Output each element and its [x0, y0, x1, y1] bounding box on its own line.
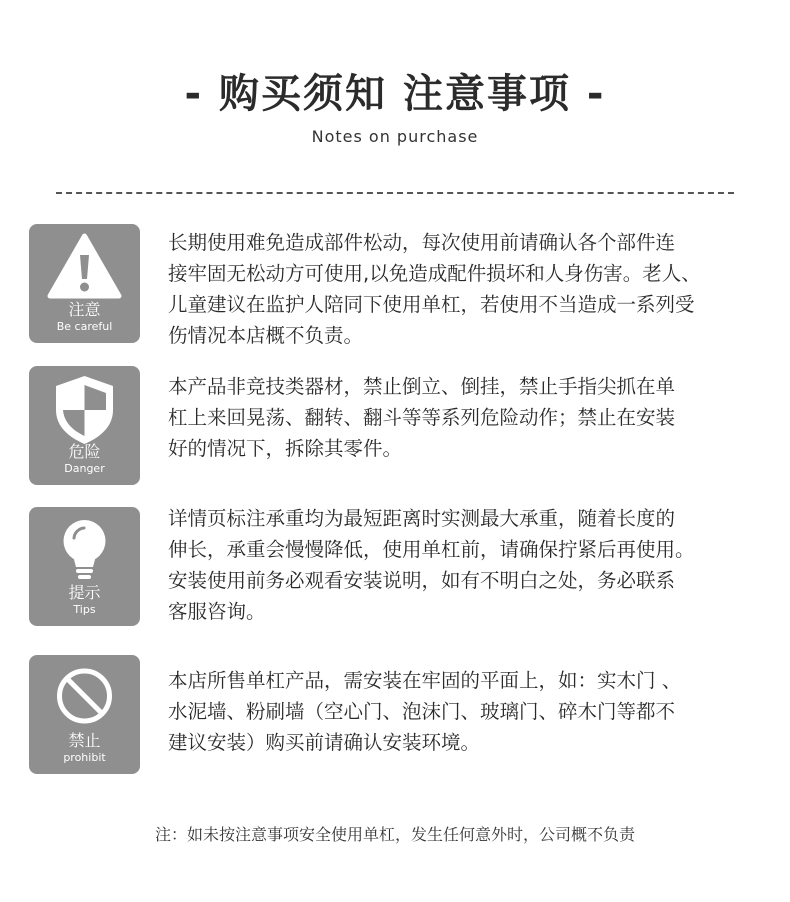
page-subtitle: Notes on purchase — [311, 127, 479, 146]
careful-text — [168, 227, 758, 351]
careful-label-en: Be careful — [56, 320, 113, 333]
prohibit-badge — [29, 655, 140, 774]
careful-label-zh: 注意 — [68, 300, 101, 319]
tips-label-zh: 提示 — [68, 583, 101, 602]
text-line: 杠上来回晃荡、翻转、翻斗等等系列危险动作；禁止在安装 — [168, 406, 676, 429]
text-line: 本店所售单杠产品，需安装在牢固的平面上，如：实木门 、 — [168, 669, 682, 692]
danger-label-zh: 危险 — [68, 442, 101, 461]
careful-badge — [29, 224, 140, 343]
tips-label-en: Tips — [73, 603, 96, 616]
text-line: 本产品非竞技类器材，禁止倒立、倒挂，禁止手指尖抓在单 — [168, 375, 676, 398]
text-line: 伤情况本店概不负责。 — [168, 324, 364, 347]
text-line: 长期使用难免造成部件松动，每次使用前请确认各个部件连 — [168, 231, 676, 254]
text-line: 好的情况下，拆除其零件。 — [168, 437, 403, 460]
dashed-divider — [56, 192, 734, 194]
danger-text — [168, 371, 758, 464]
prohibit-text — [168, 665, 758, 758]
text-line: 客服咨询。 — [168, 600, 266, 623]
tips-badge — [29, 507, 140, 626]
text-line: 详情页标注承重均为最短距离时实测最大承重，随着长度的 — [168, 507, 676, 530]
danger-badge — [29, 366, 140, 485]
prohibit-label-en: prohibit — [63, 751, 106, 764]
text-line: 伸长，承重会慢慢降低，使用单杠前，请确保拧紧后再使用。 — [168, 538, 695, 561]
tips-text — [168, 503, 758, 627]
text-line: 安装使用前务必观看安装说明，如有不明白之处，务必联系 — [168, 569, 676, 592]
text-line: 建议安装）购买前请确认安装环境。 — [168, 731, 481, 754]
text-line: 水泥墙、粉刷墙（空心门、泡沫门、玻璃门、碎木门等都不 — [168, 700, 676, 723]
danger-label-en: Danger — [64, 462, 105, 475]
text-line: 儿童建议在监护人陪同下使用单杠，若使用不当造成一系列受 — [168, 293, 695, 316]
text-line: 接牢固无松动方可使用,以免造成配件损坏和人身伤害。老人、 — [168, 262, 701, 285]
page-title: - 购买须知 注意事项 - — [184, 71, 606, 117]
disclaimer-footnote: 注：如未按注意事项安全使用单杠，发生任何意外时，公司概不负责 — [154, 825, 635, 844]
prohibit-label-zh: 禁止 — [68, 731, 101, 750]
